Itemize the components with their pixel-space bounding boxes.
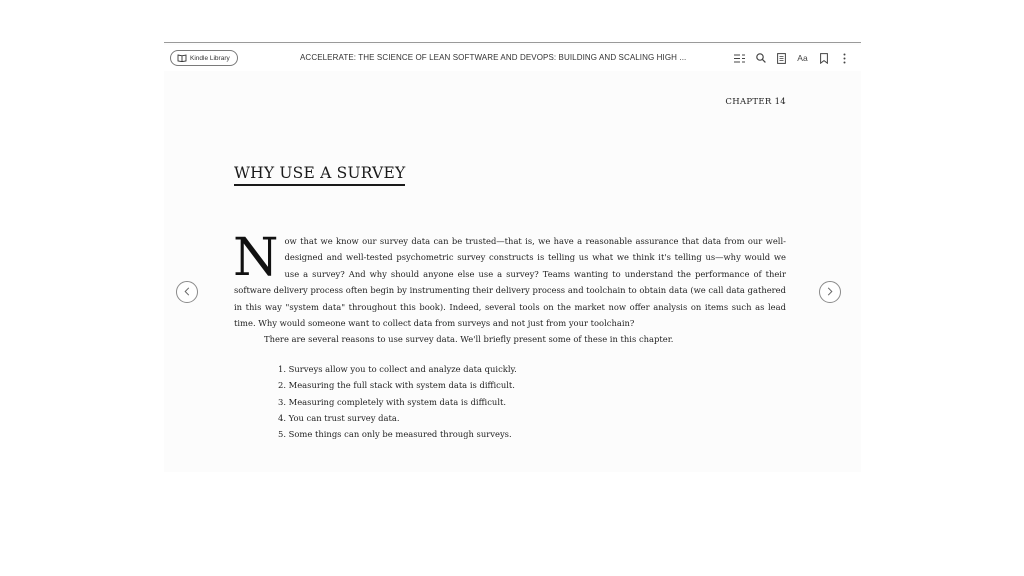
book-title: ACCELERATE: THE SCIENCE OF LEAN SOFTWARE AND DEVOPS: BUILDING AND SCALING HIGH ... <box>300 53 687 62</box>
list-item: 3. Measuring completely with system data is difficult. <box>278 396 507 407</box>
list-item: 4. You can trust survey data. <box>278 413 400 424</box>
paragraph-2: There are several reasons to use survey data. We'll briefly present some of these in this chapter. <box>264 334 674 345</box>
chapter-label: CHAPTER 14 <box>725 97 786 107</box>
notebook-icon[interactable] <box>771 51 792 65</box>
next-page-button[interactable] <box>819 281 841 303</box>
paragraph-1-text: ow that we know our survey data can be trusted—that is, we have a reasonable assurance that data from our well-designed and well-tested psychometric survey constructs is telling us what we think it's telling us—why would we use a survey? And why should anyone else use a survey? Teams wanting to understand the performance of their software delivery process often begin by instrumenting their delivery process and toolchain to obtain data (we call data gathered in this way "system data" throughout this book). Indeed, several tools on the market now offer analysis on items such as lead time. Why would someone want to collect data from surveys and not just from your toolchain? <box>234 236 786 329</box>
reasons-list <box>278 361 786 443</box>
book-open-icon <box>177 54 187 62</box>
kindle-library-label: Kindle Library <box>190 54 230 62</box>
previous-page-button[interactable] <box>176 281 198 303</box>
page-body <box>233 228 786 443</box>
table-of-contents-icon[interactable] <box>729 51 750 65</box>
more-options-icon[interactable] <box>834 51 855 65</box>
kindle-library-button[interactable] <box>170 50 238 66</box>
reader-toolbar <box>164 45 861 71</box>
paragraph-1 <box>233 228 786 331</box>
chapter-heading: WHY USE A SURVEY <box>234 164 405 186</box>
list-item: 5. Some things can only be measured through surveys. <box>278 429 512 440</box>
window-top-border <box>164 42 861 43</box>
search-icon[interactable] <box>750 51 771 65</box>
chevron-right-icon <box>827 283 833 301</box>
toolbar-actions <box>729 51 855 65</box>
bookmark-icon[interactable] <box>813 51 834 65</box>
font-settings-button[interactable]: Aa <box>797 53 808 63</box>
drop-cap: N <box>233 228 279 288</box>
list-item: 1. Surveys allow you to collect and analyze data quickly. <box>278 363 517 374</box>
list-item: 2. Measuring the full stack with system data is difficult. <box>278 380 515 391</box>
chevron-left-icon <box>184 283 190 301</box>
